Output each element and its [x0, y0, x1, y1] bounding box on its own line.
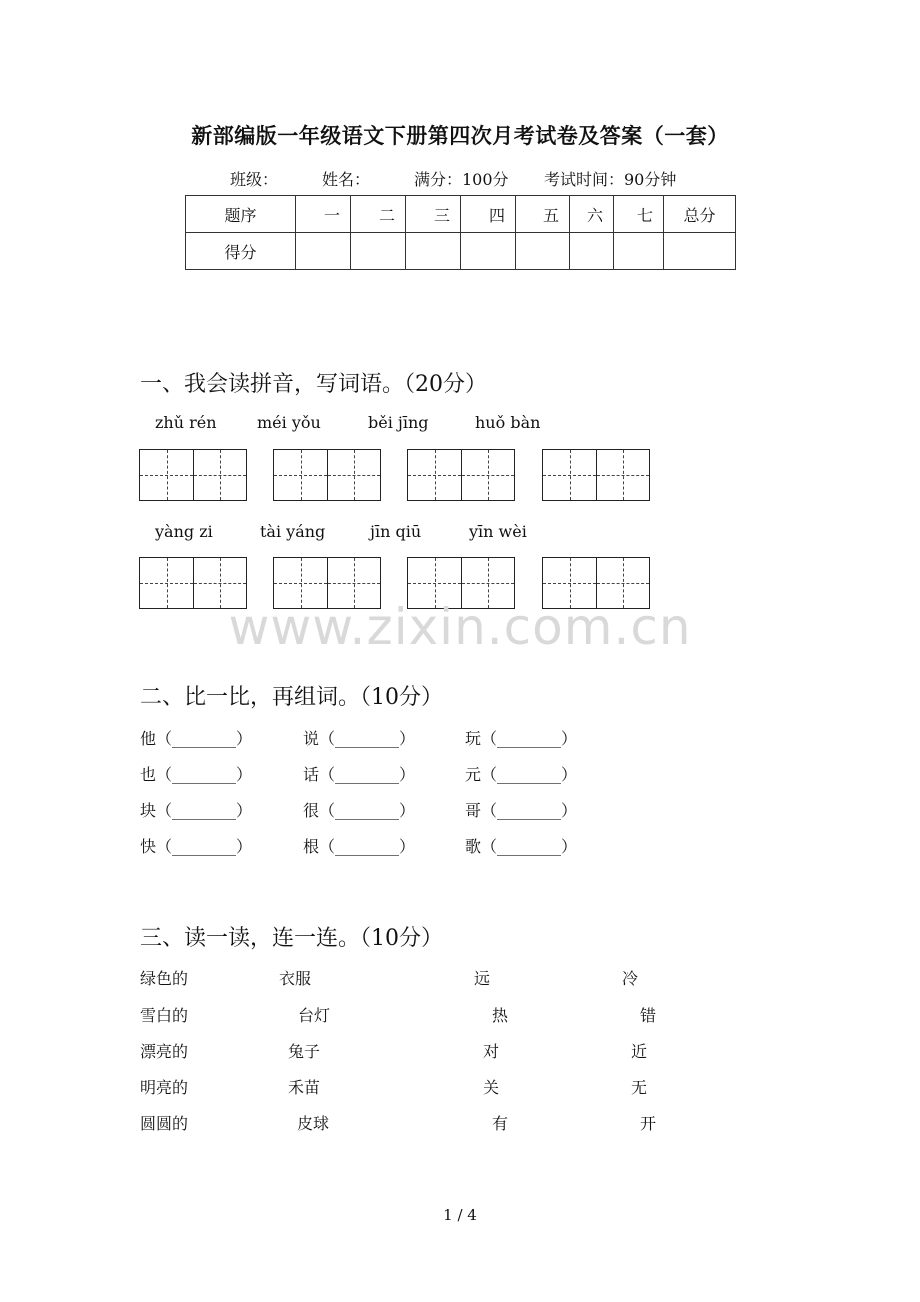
- match-item[interactable]: 衣服: [279, 969, 312, 988]
- match-item[interactable]: 漂亮的: [140, 1042, 189, 1061]
- score-table: [185, 195, 736, 270]
- word-blank[interactable]: 话（________）: [303, 765, 416, 784]
- table-row-label: 得分: [186, 233, 296, 270]
- word-blank[interactable]: 也（________）: [140, 765, 253, 784]
- pinyin-label: yīn wèi: [469, 522, 527, 541]
- match-item[interactable]: 开: [640, 1114, 657, 1133]
- table-header-cell: 总分: [664, 196, 736, 233]
- tian-grid-box[interactable]: [139, 449, 247, 501]
- page-number: 1 / 4: [443, 1206, 477, 1224]
- match-item[interactable]: 明亮的: [140, 1078, 189, 1097]
- word-blank[interactable]: 元（________）: [465, 765, 578, 784]
- table-header-cell: 五: [516, 196, 570, 233]
- word-blank[interactable]: 快（________）: [140, 837, 253, 856]
- tian-grid-box[interactable]: [407, 449, 515, 501]
- score-cell[interactable]: [664, 233, 736, 270]
- match-item[interactable]: 近: [631, 1042, 648, 1061]
- score-table-score-row: [186, 233, 736, 270]
- section1-heading: 一、我会读拼音，写词语。（20分）: [140, 372, 487, 397]
- match-item[interactable]: 关: [483, 1078, 500, 1097]
- word-blank[interactable]: 他（________）: [140, 729, 253, 748]
- score-cell[interactable]: [351, 233, 406, 270]
- score-cell[interactable]: [614, 233, 664, 270]
- score-table-header-row: [186, 196, 736, 233]
- match-item[interactable]: 冷: [622, 969, 639, 988]
- table-header-cell: 四: [461, 196, 516, 233]
- match-item[interactable]: 绿色的: [140, 969, 189, 988]
- match-item[interactable]: 台灯: [298, 1006, 331, 1025]
- table-header-cell: 一: [296, 196, 351, 233]
- pinyin-label: jīn qiū: [370, 522, 422, 541]
- match-item[interactable]: 圆圆的: [140, 1114, 189, 1133]
- score-cell[interactable]: [406, 233, 461, 270]
- match-item[interactable]: 禾苗: [288, 1078, 321, 1097]
- table-header-cell: 七: [614, 196, 664, 233]
- table-header-cell: 三: [406, 196, 461, 233]
- table-header-cell: 题序: [186, 196, 296, 233]
- class-label: 班级：: [230, 170, 279, 189]
- section2-heading: 二、比一比，再组词。（10分）: [140, 685, 443, 710]
- match-item[interactable]: 错: [640, 1006, 657, 1025]
- match-item[interactable]: 无: [631, 1078, 648, 1097]
- time-label: 考试时间：90分钟: [544, 170, 677, 189]
- full-score-label: 满分：100分: [414, 170, 509, 189]
- page-title: 新部编版一年级语文下册第四次月考试卷及答案（一套）: [191, 123, 729, 148]
- word-blank[interactable]: 根（________）: [303, 837, 416, 856]
- tian-grid-box[interactable]: [273, 449, 381, 501]
- match-item[interactable]: 对: [483, 1042, 500, 1061]
- score-cell[interactable]: [461, 233, 516, 270]
- table-header-cell: 二: [351, 196, 406, 233]
- match-item[interactable]: 兔子: [288, 1042, 321, 1061]
- score-cell[interactable]: [516, 233, 570, 270]
- match-item[interactable]: 有: [492, 1114, 509, 1133]
- watermark: www.zixin.com.cn: [228, 598, 692, 656]
- section3-heading: 三、读一读，连一连。（10分）: [140, 926, 443, 951]
- word-blank[interactable]: 很（________）: [303, 801, 416, 820]
- pinyin-label: yàng zi: [155, 522, 213, 541]
- match-item[interactable]: 热: [492, 1006, 509, 1025]
- match-item[interactable]: 远: [474, 969, 491, 988]
- pinyin-label: tài yáng: [260, 522, 326, 541]
- word-blank[interactable]: 玩（________）: [465, 729, 578, 748]
- table-header-cell: 六: [570, 196, 614, 233]
- score-cell[interactable]: [296, 233, 351, 270]
- score-cell[interactable]: [570, 233, 614, 270]
- word-blank[interactable]: 说（________）: [303, 729, 416, 748]
- word-blank[interactable]: 块（________）: [140, 801, 253, 820]
- word-blank[interactable]: 歌（________）: [465, 837, 578, 856]
- tian-grid-box[interactable]: [542, 449, 650, 501]
- pinyin-label: méi yǒu: [257, 413, 321, 432]
- match-item[interactable]: 皮球: [297, 1114, 330, 1133]
- pinyin-label: huǒ bàn: [475, 413, 541, 432]
- word-blank[interactable]: 哥（________）: [465, 801, 578, 820]
- match-item[interactable]: 雪白的: [140, 1006, 189, 1025]
- name-label: 姓名：: [322, 170, 371, 189]
- pinyin-label: běi jīng: [368, 413, 429, 432]
- pinyin-label: zhǔ rén: [155, 413, 217, 432]
